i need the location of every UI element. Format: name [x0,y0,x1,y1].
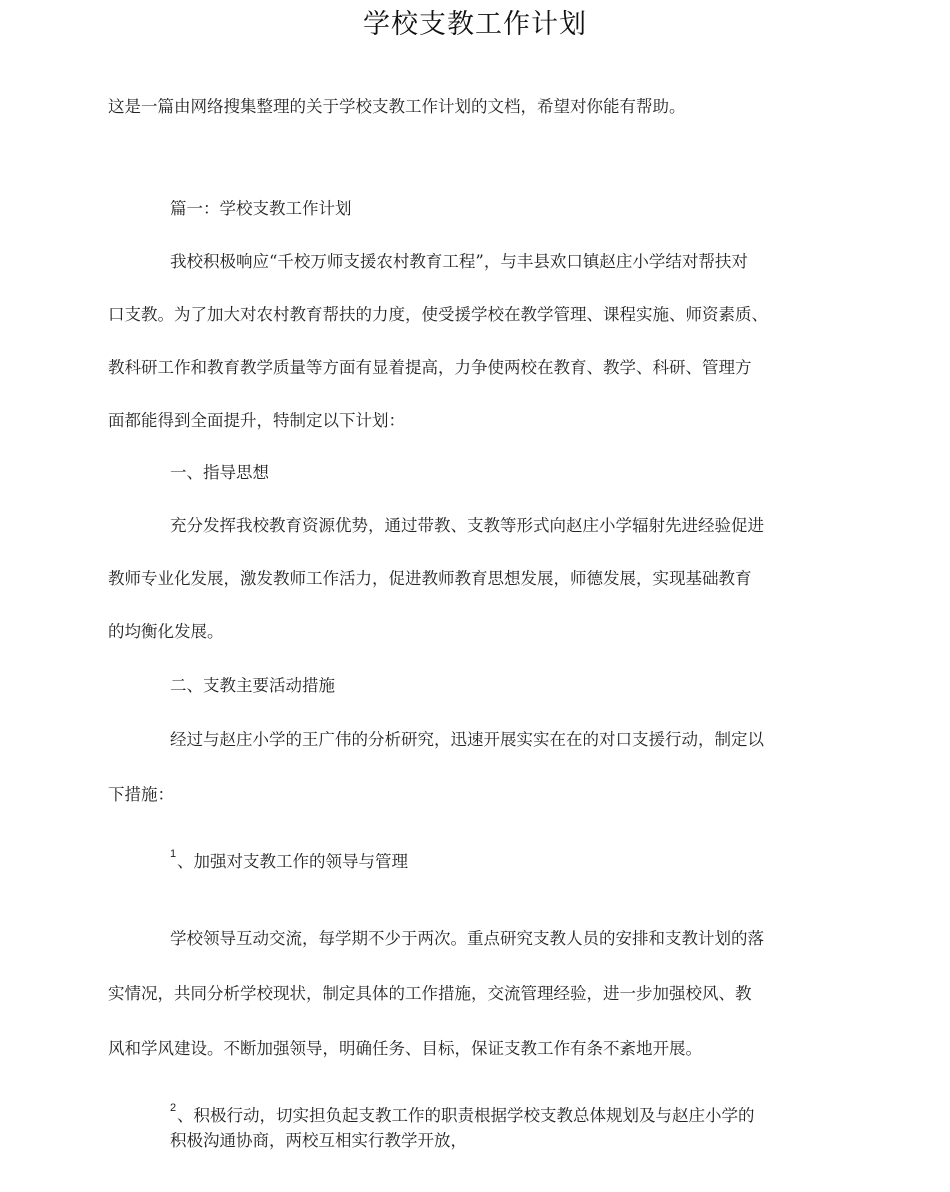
paragraph-line: 的均衡化发展。 [108,622,224,641]
paragraph-line: 积极沟通协商，两校互相实行教学开放， [170,1131,467,1150]
paragraph-line: 充分发挥我校教育资源优势，通过带教、支教等形式向赵庄小学辐射先进经验促进 [170,516,764,535]
list-number: 1 [170,848,177,860]
section-heading: 篇一：学校支教工作计划 [170,199,352,218]
paragraph-line: 实情况，共同分析学校现状，制定具体的工作措施，交流管理经验，进一步加强校风、教 [108,984,752,1003]
paragraph-line: 教科研工作和教育教学质量等方面有显着提高，力争使两校在教育、教学、科研、管理方 [108,358,752,377]
intro-paragraph: 这是一篇由网络搜集整理的关于学校支教工作计划的文档，希望对你能有帮助。 [108,97,686,116]
paragraph-line: 教师专业化发展，激发教师工作活力，促进教师教育思想发展，师德发展，实现基础教育 [108,569,752,588]
paragraph-line: 学校领导互动交流，每学期不少于两次。重点研究支教人员的安排和支教计划的落 [170,929,764,948]
paragraph-line: 我校积极响应“千校万师支援农村教育工程”，与丰县欢口镇赵庄小学结对帮扶对 [170,252,748,271]
paragraph-line: 口支教。为了加大对农村教育帮扶的力度，使受援学校在教学管理、课程实施、师资素质、 [108,305,768,324]
subsection-heading: 、积极行动，切实担负起支教工作的职责根据学校支教总体规划及与赵庄小学的 [177,1106,755,1125]
section-heading: 一、指导思想 [170,463,269,482]
subsection-heading: 、加强对支教工作的领导与管理 [177,852,408,871]
paragraph-line: 下措施： [108,785,174,804]
document-title: 学校支教工作计划 [363,9,587,40]
paragraph-line: 面都能得到全面提升，特制定以下计划： [108,411,405,430]
list-number: 2 [170,1102,177,1114]
paragraph-line: 风和学风建设。不断加强领导，明确任务、目标，保证支教工作有条不紊地开展。 [108,1039,702,1058]
paragraph-line: 经过与赵庄小学的王广伟的分析研究，迅速开展实实在在的对口支援行动，制定以 [170,730,764,749]
section-heading: 二、支教主要活动措施 [170,676,335,695]
